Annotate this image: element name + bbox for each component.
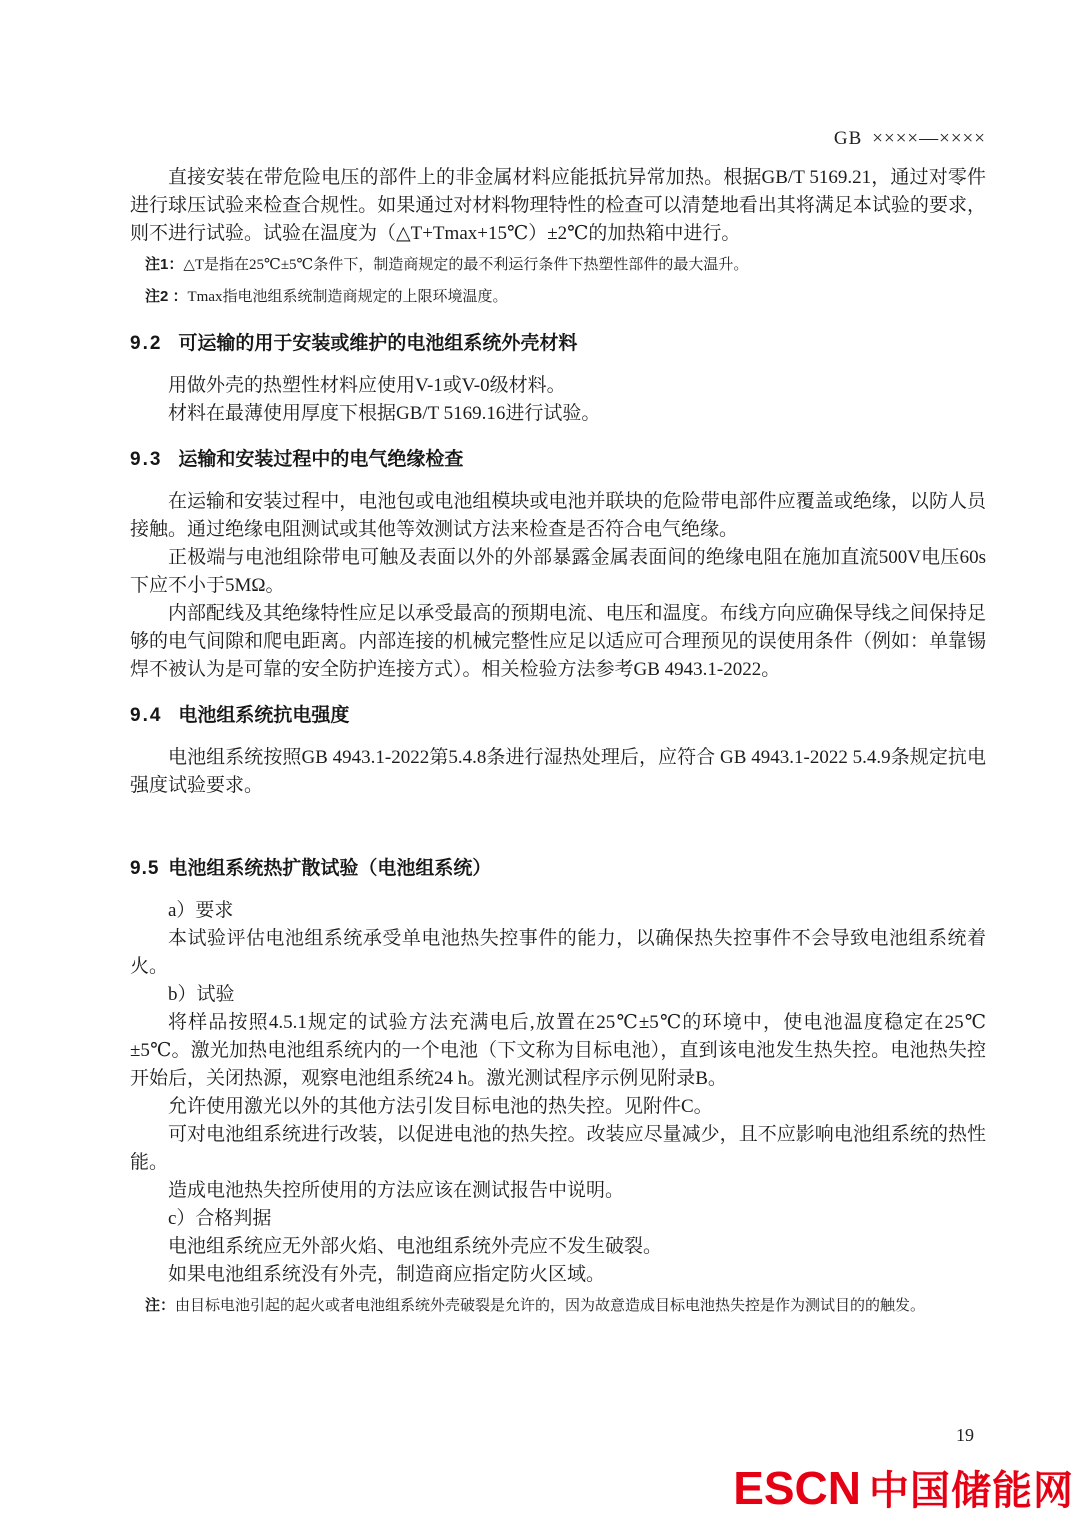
page-number: 19 xyxy=(956,1425,974,1445)
note-3-label: 注： xyxy=(145,1297,176,1314)
running-header xyxy=(130,128,986,150)
heading-9-5-title: 电池组系统热扩散试验（电池组系统） xyxy=(168,858,492,879)
list-item-c: c）合格判据 xyxy=(168,1208,272,1229)
heading-9-3 xyxy=(130,447,986,473)
heading-9-2-number: 9.2 xyxy=(130,333,163,354)
heading-9-2 xyxy=(130,331,986,357)
note-1-label: 注1： xyxy=(145,256,184,273)
paragraph-pass-criteria-1: 电池组系统应无外部火焰、电池组系统外壳应不发生破裂。 xyxy=(168,1236,663,1257)
note-2-text: Tmax指电池组系统制造商规定的上限环境温度。 xyxy=(187,289,508,305)
heading-9-2-title: 可运输的用于安装或维护的电池组系统外壳材料 xyxy=(178,333,578,354)
note-3-text: 由目标电池引起的起火或者电池组系统外壳破裂是允许的，因为故意造成目标电池热失控是作为测试目的的触发。 xyxy=(175,1298,926,1314)
paragraph-nonmetal-heating: 直接安装在带危险电压的部件上的非金属材料应能抵抗异常加热。根据GB/T 5169.21，通过对零件进行球压试验来检查合规性。如果通过对材料物理特性的检查可以清楚地看出其将满足本试验的要求，则不进行试验。试验在温度为（△T+Tmax+15℃）±2℃的加热箱中进行。 xyxy=(130,167,986,244)
paragraph-test-method: 将样品按照4.5.1规定的试验方法充满电后,放置在25℃±5℃的环境中，使电池温度稳定在25℃±5℃。激光加热电池组系统内的一个电池（下文称为目标电池），直到该电池发生热失控。电池热失控开始后，关闭热源，观察电池组系统24 h。激光测试程序示例见附录B。 xyxy=(130,1012,986,1089)
list-item-b: b）试验 xyxy=(168,984,235,1005)
paragraph-insulation-resistance: 正极端与电池组除带电可触及表面以外的外部暴露金属表面间的绝缘电阻在施加直流500V电压60s下应不小于5MΩ。 xyxy=(130,547,986,596)
paragraph-report-statement: 造成电池热失控所使用的方法应该在测试报告中说明。 xyxy=(168,1180,625,1201)
escn-logo-chinese: 中国储能网 xyxy=(869,1469,1074,1513)
document-content xyxy=(130,128,986,1321)
paragraph-enclosure-material: 用做外壳的热塑性材料应使用V-1或V-0级材料。 xyxy=(168,375,566,396)
standard-code-number: ××××—×××× xyxy=(872,128,986,149)
heading-9-5 xyxy=(130,856,986,882)
heading-9-3-title: 运输和安装过程中的电气绝缘检查 xyxy=(178,449,464,470)
heading-9-5-number: 9.5 xyxy=(130,858,160,879)
paragraph-internal-wiring: 内部配线及其绝缘特性应足以承受最高的预期电流、电压和温度。布线方向应确保导线之间保持足够的电气间隙和爬电距离。内部连接的机械完整性应足以适应可合理预见的误使用条件（例如：单靠锡焊不被认为是可靠的安全防护连接方式）。相关检验方法参考GB 4943.1-2022。 xyxy=(130,603,986,680)
paragraph-modification: 可对电池组系统进行改装，以促进电池的热失控。改装应尽量减少，且不应影响电池组系统的热性能。 xyxy=(130,1124,986,1173)
heading-9-3-number: 9.3 xyxy=(130,449,163,470)
note-2-label: 注2 ： xyxy=(145,288,188,305)
paragraph-pass-criteria-2: 如果电池组系统没有外壳，制造商应指定防火区域。 xyxy=(168,1264,606,1285)
note-3 xyxy=(130,1291,986,1321)
note-2 xyxy=(130,282,986,312)
paragraph-requirement: 本试验评估电池组系统承受单电池热失控事件的能力，以确保热失控事件不会导致电池组系统着火。 xyxy=(130,928,986,977)
paragraph-laser-alternative: 允许使用激光以外的其他方法引发目标电池的热失控。见附件C。 xyxy=(168,1096,713,1117)
note-1 xyxy=(130,250,986,280)
heading-9-4-number: 9.4 xyxy=(130,705,163,726)
paragraph-enclosure-test: 材料在最薄使用厚度下根据GB/T 5169.16进行试验。 xyxy=(168,403,601,424)
paragraph-insulation-cover: 在运输和安装过程中，电池包或电池组模块或电池并联块的危险带电部件应覆盖或绝缘，以防人员接触。通过绝缘电阻测试或其他等效测试方法来检查是否符合电气绝缘。 xyxy=(130,491,986,540)
paragraph-dielectric-strength: 电池组系统按照GB 4943.1-2022第5.4.8条进行湿热处理后，应符合 GB 4943.1-2022 5.4.9条规定抗电强度试验要求。 xyxy=(130,747,986,796)
escn-logo-latin: ESCN xyxy=(733,1462,861,1514)
list-item-a: a）要求 xyxy=(168,900,234,921)
escn-logo xyxy=(733,1462,1074,1526)
heading-9-4 xyxy=(130,703,986,729)
note-1-text: △T是指在25℃±5℃条件下，制造商规定的最不利运行条件下热塑性部件的最大温升。 xyxy=(183,257,749,273)
standard-code-prefix: GB xyxy=(833,128,863,149)
heading-9-4-title: 电池组系统抗电强度 xyxy=(178,705,350,726)
